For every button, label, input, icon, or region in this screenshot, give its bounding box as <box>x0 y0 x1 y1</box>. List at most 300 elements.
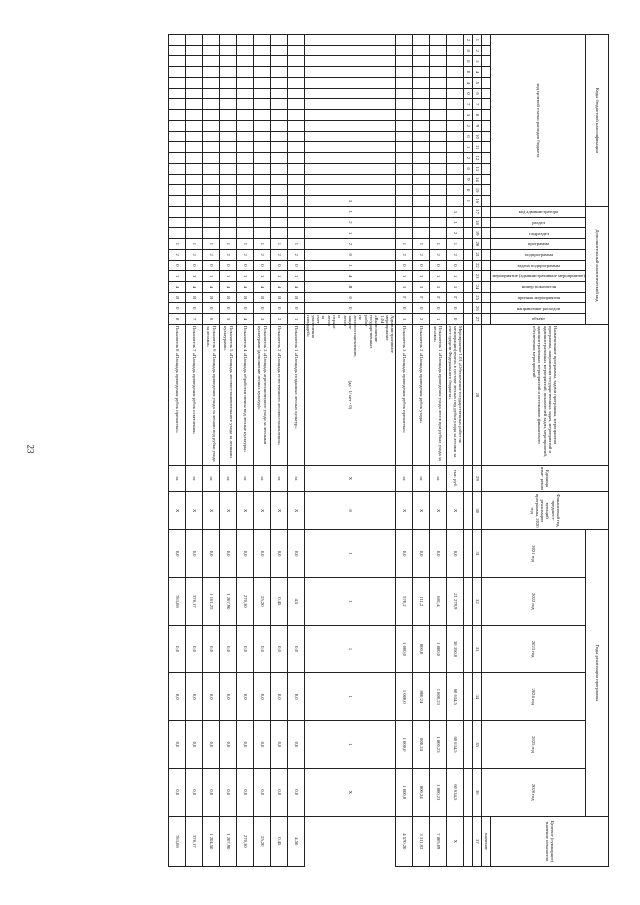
code-cell <box>430 228 447 239</box>
code-cell <box>447 88 464 99</box>
code-cell <box>237 35 254 46</box>
code-cell <box>237 142 254 153</box>
code-cell <box>413 88 430 99</box>
code-cell <box>203 120 220 131</box>
code-cell: 0 <box>203 260 220 271</box>
header-blank <box>482 153 491 164</box>
row-unit: га <box>186 465 203 491</box>
code-cell <box>413 185 430 196</box>
code-cell: Я <box>186 292 203 303</box>
row-year-value: 0,0 <box>203 625 220 673</box>
header-year: 2023 год <box>482 625 586 673</box>
row-name: Показатель 6 «Площадь проведения ухода за лесами под рубки ухода за лесами» <box>203 325 220 466</box>
row-year-value: 0,0 <box>237 625 254 673</box>
header-blank <box>482 281 491 292</box>
header-vertical-label <box>491 228 586 239</box>
row-name: Показатель 4 «Площадь обработки почвы под лесные культуры» <box>237 325 254 466</box>
row-year-value: 0,0 <box>254 530 271 578</box>
code-cell <box>169 110 186 121</box>
row-year-value: 0,0 <box>237 530 254 578</box>
code-cell <box>305 120 396 131</box>
code-cell <box>169 45 186 56</box>
code-cell: 1 <box>305 260 396 271</box>
row-unit: тыс. руб. <box>447 465 464 491</box>
code-cell: 1 <box>430 239 447 250</box>
code-cell <box>464 465 473 491</box>
code-cell: 0 <box>396 303 413 314</box>
code-cell <box>447 163 464 174</box>
code-cell: 0 <box>430 303 447 314</box>
row-year-value: 1 <box>305 673 396 721</box>
code-cell <box>237 56 254 67</box>
code-cell <box>430 77 447 88</box>
header-vertical-text: номер показателя <box>521 284 556 290</box>
code-cell <box>447 174 464 185</box>
code-cell <box>169 77 186 88</box>
row-year-value: 111,2 <box>413 577 430 625</box>
table-row <box>203 35 220 867</box>
table-row <box>220 35 237 867</box>
header-vertical-text: признак мероприятия <box>517 294 560 300</box>
code-cell <box>186 67 203 78</box>
code-cell <box>271 131 288 142</box>
code-cell <box>464 816 473 866</box>
header-vertical-text: направление расходов <box>517 305 561 311</box>
row-fin-year: Х <box>305 465 396 491</box>
code-cell <box>430 67 447 78</box>
code-cell: 0 <box>254 303 271 314</box>
code-cell: 1 <box>271 271 288 282</box>
code-cell: Я <box>288 292 305 303</box>
header-blank <box>482 292 491 303</box>
header-name: Наименование программы, задачи программы, мероприятия программы, направления государственных задач, мероприятий и административных мероприятий, показателей задач, мероприятий, административных мероприятий и источников финансового обеспечения мероприятий <box>482 325 609 466</box>
code-cell <box>220 77 237 88</box>
code-cell <box>169 131 186 142</box>
code-cell <box>413 174 430 185</box>
header-years: Годы реализации программы <box>586 530 609 816</box>
code-cell: Г <box>396 292 413 303</box>
row-year-value: 1 000,0 <box>396 768 413 816</box>
code-cell <box>447 131 464 142</box>
code-cell <box>237 217 254 228</box>
row-year-value: 270,30 <box>237 577 254 625</box>
code-cell <box>254 196 271 207</box>
code-cell: 0 <box>254 260 271 271</box>
code-cell <box>237 131 254 142</box>
row-year-value: 0,0 <box>186 768 203 816</box>
code-cell <box>413 217 430 228</box>
code-cell <box>464 673 473 721</box>
code-cell <box>169 174 186 185</box>
row-year-value: 4,5 <box>288 577 305 625</box>
code-cell <box>220 228 237 239</box>
row-year-value: 0,0 <box>288 625 305 673</box>
code-cell: 2 <box>413 314 430 325</box>
code-cell <box>254 153 271 164</box>
row-name: Показатель 3 «Площадь проведения рубок прочистки» <box>396 325 413 466</box>
row-year-value: 0,0 <box>186 625 203 673</box>
code-cell <box>254 185 271 196</box>
code-cell: 4 <box>203 281 220 292</box>
row-year-value: 783,08 <box>169 577 186 625</box>
code-cell <box>254 99 271 110</box>
row-year-value: 800,24 <box>413 721 430 769</box>
code-cell <box>447 196 464 207</box>
code-cell <box>254 45 271 56</box>
row-target-value: 1 207,90 <box>220 816 237 866</box>
row-year-value: 0,0 <box>254 721 271 769</box>
code-cell: 0 <box>447 314 464 325</box>
code-cell <box>203 45 220 56</box>
code-cell: 1 <box>447 271 464 282</box>
code-cell <box>237 120 254 131</box>
row-year-value: 1 000,0 <box>396 673 413 721</box>
code-cell <box>186 56 203 67</box>
header-year: 2025 год <box>482 721 586 769</box>
row-name: Показатель 1 «Площадь созданных лесных культур» <box>288 325 305 466</box>
code-cell <box>169 67 186 78</box>
code-cell <box>203 35 220 46</box>
code-cell: 9 <box>464 174 473 185</box>
code-cell <box>464 492 473 530</box>
code-cell <box>430 174 447 185</box>
code-cell: 3 <box>305 196 396 207</box>
header-target-value: значение <box>482 816 491 866</box>
column-number: 13 <box>473 163 482 174</box>
code-cell <box>169 185 186 196</box>
code-cell <box>288 163 305 174</box>
code-cell <box>396 174 413 185</box>
code-cell <box>237 228 254 239</box>
code-cell <box>464 228 473 239</box>
row-year-value: 21 279,9 <box>447 577 464 625</box>
column-number: 10 <box>473 131 482 142</box>
code-cell <box>396 88 413 99</box>
code-cell <box>203 131 220 142</box>
row-year-value: 1 <box>305 530 396 578</box>
code-cell <box>288 110 305 121</box>
code-cell <box>203 99 220 110</box>
row-target-value: 3 311,92 <box>413 816 430 866</box>
code-cell <box>186 153 203 164</box>
header-analytic-code: Дополнительный аналитический код <box>586 206 609 324</box>
row-target-value: 7 805,09 <box>430 816 447 866</box>
row-name: Показатель 8 «Площадь проведения рубок прочистки» <box>169 325 186 466</box>
row-target-value: Х <box>447 816 464 866</box>
code-cell <box>447 35 464 46</box>
row-year-value: 800,24 <box>413 768 430 816</box>
code-cell <box>430 153 447 164</box>
code-cell <box>305 174 396 185</box>
code-cell <box>254 88 271 99</box>
code-cell: 2 <box>430 249 447 260</box>
code-cell: 2 <box>237 249 254 260</box>
table-row <box>305 35 396 867</box>
code-cell <box>271 77 288 88</box>
code-cell <box>447 56 464 67</box>
header-vertical-text: подраздел <box>528 230 549 236</box>
code-cell <box>288 77 305 88</box>
code-cell <box>271 228 288 239</box>
code-cell <box>288 99 305 110</box>
code-cell: 2 <box>447 249 464 260</box>
code-cell: 1 <box>203 239 220 250</box>
header-year: 2021 год <box>482 530 586 578</box>
code-cell <box>396 35 413 46</box>
row-year-value: 0,0 <box>186 721 203 769</box>
row-unit: га <box>169 465 186 491</box>
code-cell <box>413 131 430 142</box>
row-target-value: 0,45 <box>271 816 288 866</box>
code-cell <box>464 325 473 466</box>
code-cell <box>169 217 186 228</box>
code-cell: 1 <box>447 217 464 228</box>
row-year-value: 0,0 <box>254 673 271 721</box>
code-cell <box>220 142 237 153</box>
header-blank <box>482 196 491 207</box>
code-cell: 1 <box>203 271 220 282</box>
code-cell: 0 <box>271 260 288 271</box>
column-number: 33 <box>473 625 482 673</box>
code-cell: 0 <box>464 131 473 142</box>
code-cell: 2 <box>220 249 237 260</box>
code-cell: 0 <box>413 303 430 314</box>
column-number: 15 <box>473 185 482 196</box>
code-cell <box>254 206 271 217</box>
code-cell: 1 <box>447 239 464 250</box>
header-fin-year: Финансовый год, предшест- вующий реализации программы, 2020 год <box>482 492 609 530</box>
header-vertical-text: код администратора <box>519 209 559 215</box>
code-cell <box>430 206 447 217</box>
row-year-value: 0,0 <box>288 721 305 769</box>
row-name: Показатель 2 «Площадь естественного лесовосстановления» <box>271 325 288 466</box>
code-cell <box>271 35 288 46</box>
code-cell <box>288 67 305 78</box>
code-cell <box>396 45 413 56</box>
column-number: 36 <box>473 768 482 816</box>
header-vertical-label <box>491 303 586 314</box>
table-row <box>169 35 186 867</box>
code-cell <box>413 99 430 110</box>
code-cell <box>396 120 413 131</box>
code-cell <box>203 174 220 185</box>
code-cell <box>237 88 254 99</box>
rotated-table-container <box>73 34 609 867</box>
row-target-value: 783,08 <box>169 816 186 866</box>
row-unit: га <box>271 465 288 491</box>
code-cell: 1 <box>464 196 473 207</box>
row-fin-year: Х <box>237 492 254 530</box>
code-cell <box>464 625 473 673</box>
code-cell <box>186 45 203 56</box>
code-cell <box>169 120 186 131</box>
code-cell <box>447 153 464 164</box>
code-cell <box>305 45 396 56</box>
row-unit: га <box>254 465 271 491</box>
code-cell <box>203 153 220 164</box>
row-unit: га <box>288 465 305 491</box>
column-number: 17 <box>473 206 482 217</box>
row-year-value: 0,0 <box>169 768 186 816</box>
code-cell: 1 <box>169 271 186 282</box>
column-number: 8 <box>473 110 482 121</box>
column-number: 1 <box>473 35 482 46</box>
row-unit: га <box>396 465 413 491</box>
header-vertical-label <box>491 271 586 282</box>
row-fin-year: Х <box>430 492 447 530</box>
code-cell: 2 <box>186 249 203 260</box>
row-year-value: 1 161,25 <box>203 577 220 625</box>
row-year-value: 0,0 <box>220 673 237 721</box>
header-blank <box>482 260 491 271</box>
header-vertical-label <box>491 260 586 271</box>
code-cell: 4 <box>169 281 186 292</box>
code-cell <box>220 185 237 196</box>
code-cell <box>186 99 203 110</box>
code-cell <box>430 35 447 46</box>
row-target-value: 4,50 <box>288 816 305 866</box>
column-number: 14 <box>473 174 482 185</box>
code-cell <box>413 153 430 164</box>
code-cell <box>254 217 271 228</box>
column-number: 29 <box>473 465 482 491</box>
code-cell: 7 <box>464 99 473 110</box>
code-cell: 3 <box>430 281 447 292</box>
row-fin-year: Х <box>220 492 237 530</box>
code-cell <box>430 142 447 153</box>
column-number: 28 <box>473 325 482 466</box>
code-cell: 4 <box>220 281 237 292</box>
header-vertical-text: задача подпрограммы <box>517 262 561 268</box>
code-cell <box>413 77 430 88</box>
code-cell: 2 <box>447 228 464 239</box>
column-number: 24 <box>473 281 482 292</box>
header-blank <box>482 110 491 121</box>
row-year-value: 1 000,0 <box>396 625 413 673</box>
code-cell: 1 <box>305 206 396 217</box>
code-cell: 2 <box>305 217 396 228</box>
column-number: 21 <box>473 249 482 260</box>
code-cell <box>169 88 186 99</box>
code-cell: 0 <box>220 260 237 271</box>
row-year-value: 800,0 <box>413 625 430 673</box>
code-cell <box>271 196 288 207</box>
header-blank <box>482 45 491 56</box>
code-cell: 0 <box>464 88 473 99</box>
code-cell <box>464 768 473 816</box>
row-year-value: 0,0 <box>203 721 220 769</box>
code-cell <box>430 185 447 196</box>
code-cell: 0 <box>464 67 473 78</box>
code-cell <box>254 131 271 142</box>
code-cell: 0 <box>464 163 473 174</box>
table-row <box>430 35 447 867</box>
column-number: 37 <box>473 816 482 866</box>
row-year-value: 0,0 <box>271 721 288 769</box>
code-cell <box>237 185 254 196</box>
code-cell <box>169 196 186 207</box>
code-cell: 1 <box>413 239 430 250</box>
code-cell: 1 <box>186 271 203 282</box>
code-cell <box>220 206 237 217</box>
code-cell <box>396 206 413 217</box>
row-unit: га <box>220 465 237 491</box>
row-year-value: 0,0 <box>271 530 288 578</box>
code-cell: 0 <box>237 303 254 314</box>
code-cell <box>271 120 288 131</box>
code-cell <box>203 56 220 67</box>
row-year-value: 1 <box>305 577 396 625</box>
code-cell <box>305 131 396 142</box>
row-target-value: 1 204,50 <box>203 816 220 866</box>
header-blank <box>482 271 491 282</box>
row-year-value: 570,2 <box>396 577 413 625</box>
code-cell <box>186 217 203 228</box>
code-cell <box>464 530 473 578</box>
column-number: 4 <box>473 67 482 78</box>
code-cell: 8 <box>464 56 473 67</box>
code-cell <box>237 67 254 78</box>
column-number: 23 <box>473 271 482 282</box>
column-number: 19 <box>473 228 482 239</box>
code-cell <box>464 721 473 769</box>
code-cell <box>447 99 464 110</box>
code-cell <box>271 110 288 121</box>
code-cell <box>271 56 288 67</box>
code-cell: 1 <box>305 228 396 239</box>
code-cell: Я <box>305 281 396 292</box>
code-cell <box>220 131 237 142</box>
row-unit: (да - 1/ нет - 0) <box>305 325 396 466</box>
code-cell <box>203 228 220 239</box>
row-year-value: 0,0 <box>413 530 430 578</box>
header-blank <box>482 174 491 185</box>
header-blank <box>482 163 491 174</box>
code-cell: 2 <box>271 314 288 325</box>
code-cell: 1 <box>396 239 413 250</box>
code-cell: 0 <box>220 303 237 314</box>
code-cell <box>237 174 254 185</box>
code-cell <box>220 153 237 164</box>
code-cell: 5 <box>464 110 473 121</box>
row-fin-year: Х <box>288 492 305 530</box>
row-fin-year: Х <box>413 492 430 530</box>
row-year-value: 60 634,5 <box>447 768 464 816</box>
column-number: 30 <box>473 492 482 530</box>
row-unit: га <box>203 465 220 491</box>
code-cell <box>288 185 305 196</box>
code-cell: 0 <box>305 292 396 303</box>
code-cell <box>464 281 473 292</box>
code-cell <box>288 131 305 142</box>
code-cell <box>169 228 186 239</box>
table-row <box>237 35 254 867</box>
code-cell: 0 <box>169 260 186 271</box>
code-cell <box>430 196 447 207</box>
code-cell: 2 <box>288 249 305 260</box>
code-cell <box>430 217 447 228</box>
column-number: 20 <box>473 239 482 250</box>
code-cell: 1 <box>430 271 447 282</box>
code-cell <box>447 142 464 153</box>
row-year-value: 0,0 <box>288 530 305 578</box>
code-cell <box>430 56 447 67</box>
row-name: Показатель 3 «Площадь агротехнического ухода за лесными культурами (дополнение лесных культур)» <box>254 325 271 466</box>
row-fin-year: Х <box>203 492 220 530</box>
code-cell: 5 <box>220 314 237 325</box>
code-cell: 1 <box>169 239 186 250</box>
code-cell <box>186 131 203 142</box>
